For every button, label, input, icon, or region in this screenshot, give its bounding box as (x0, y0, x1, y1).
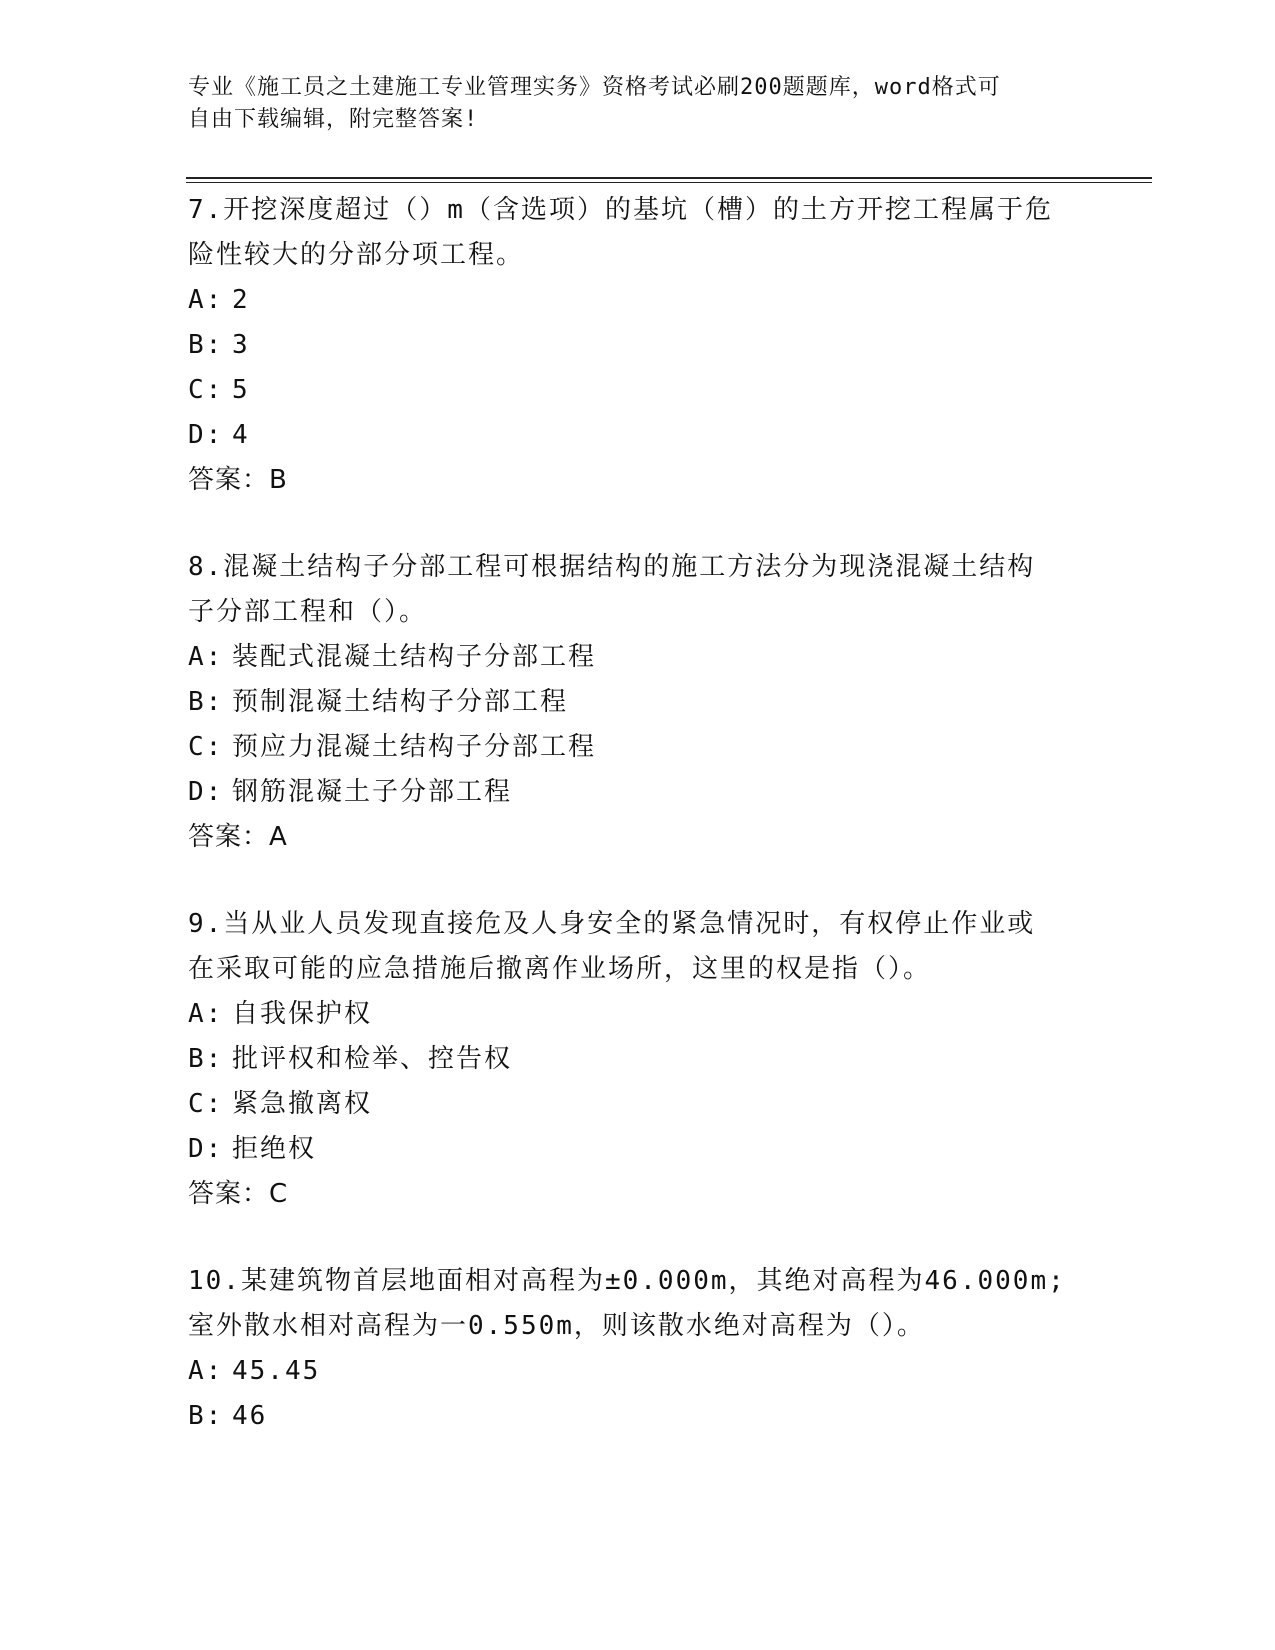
option-a (188, 278, 1088, 323)
option-b (188, 1037, 1088, 1082)
option-a (188, 992, 1088, 1037)
question-text-line-1: 10.某建筑物首层地面相对高程为±0.000m，其绝对高程为46.000m; (188, 1266, 1066, 1296)
header-divider-thick (186, 177, 1152, 179)
option-text: 46 (232, 1401, 268, 1431)
option-a (188, 1349, 1088, 1394)
option-key: C: (188, 375, 224, 405)
option-key: C: (188, 732, 224, 762)
option-text: 4 (232, 420, 250, 450)
option-text: 钢筋混凝土子分部工程 (232, 777, 513, 807)
option-text: 45.45 (232, 1356, 321, 1386)
question-text-line-2: 室外散水相对高程为一0.550m，则该散水绝对高程为（）。 (188, 1311, 925, 1341)
option-key: B: (188, 687, 224, 717)
document-header (188, 72, 1068, 136)
option-d (188, 413, 1088, 458)
option-text: 预制混凝土结构子分部工程 (232, 687, 569, 717)
option-b (188, 680, 1088, 725)
option-key: B: (188, 1044, 224, 1074)
option-key: C: (188, 1089, 224, 1119)
option-key: D: (188, 1134, 224, 1164)
option-key: A: (188, 642, 224, 672)
answer-line: 答案：C (188, 1179, 289, 1209)
option-d (188, 770, 1088, 815)
question-10 (188, 1259, 1088, 1439)
question-7 (188, 188, 1088, 503)
option-c (188, 368, 1088, 413)
header-title-line-1: 专业《施工员之土建施工专业管理实务》资格考试必刷200题题库，word格式可 (188, 75, 1001, 100)
option-key: D: (188, 420, 224, 450)
option-text: 自我保护权 (232, 999, 373, 1029)
option-text: 批评权和检举、控告权 (232, 1044, 513, 1074)
question-8 (188, 545, 1088, 860)
question-text-line-1: 9.当从业人员发现直接危及人身安全的紧急情况时，有权停止作业或 (188, 909, 1036, 939)
question-text-line-2: 在采取可能的应急措施后撤离作业场所，这里的权是指（）。 (188, 954, 932, 984)
option-text: 3 (232, 330, 250, 360)
option-b (188, 323, 1088, 368)
option-c (188, 725, 1088, 770)
option-key: A: (188, 285, 224, 315)
option-key: D: (188, 777, 224, 807)
question-text-line-1: 8.混凝土结构子分部工程可根据结构的施工方法分为现浇混凝土结构 (188, 552, 1036, 582)
option-key: B: (188, 1401, 224, 1431)
option-c (188, 1082, 1088, 1127)
option-d (188, 1127, 1088, 1172)
option-key: B: (188, 330, 224, 360)
option-text: 5 (232, 375, 250, 405)
option-b (188, 1394, 1088, 1439)
option-text: 预应力混凝土结构子分部工程 (232, 732, 597, 762)
answer-line: 答案：A (188, 822, 288, 852)
question-text-line-2: 险性较大的分部分项工程。 (188, 240, 525, 270)
option-a (188, 635, 1088, 680)
question-9 (188, 902, 1088, 1217)
header-divider-thin (186, 182, 1152, 183)
option-key: A: (188, 999, 224, 1029)
answer-line: 答案：B (188, 465, 288, 495)
question-list (188, 188, 1088, 1481)
option-text: 装配式混凝土结构子分部工程 (232, 642, 597, 672)
option-text: 紧急撤离权 (232, 1089, 373, 1119)
option-text: 拒绝权 (232, 1134, 317, 1164)
question-text-line-2: 子分部工程和（）。 (188, 597, 428, 627)
header-title-line-2: 自由下载编辑，附完整答案! (188, 107, 479, 132)
question-text-line-1: 7.开挖深度超过（）m（含选项）的基坑（槽）的土方开挖工程属于危 (188, 195, 1053, 225)
option-key: A: (188, 1356, 224, 1386)
option-text: 2 (232, 285, 250, 315)
